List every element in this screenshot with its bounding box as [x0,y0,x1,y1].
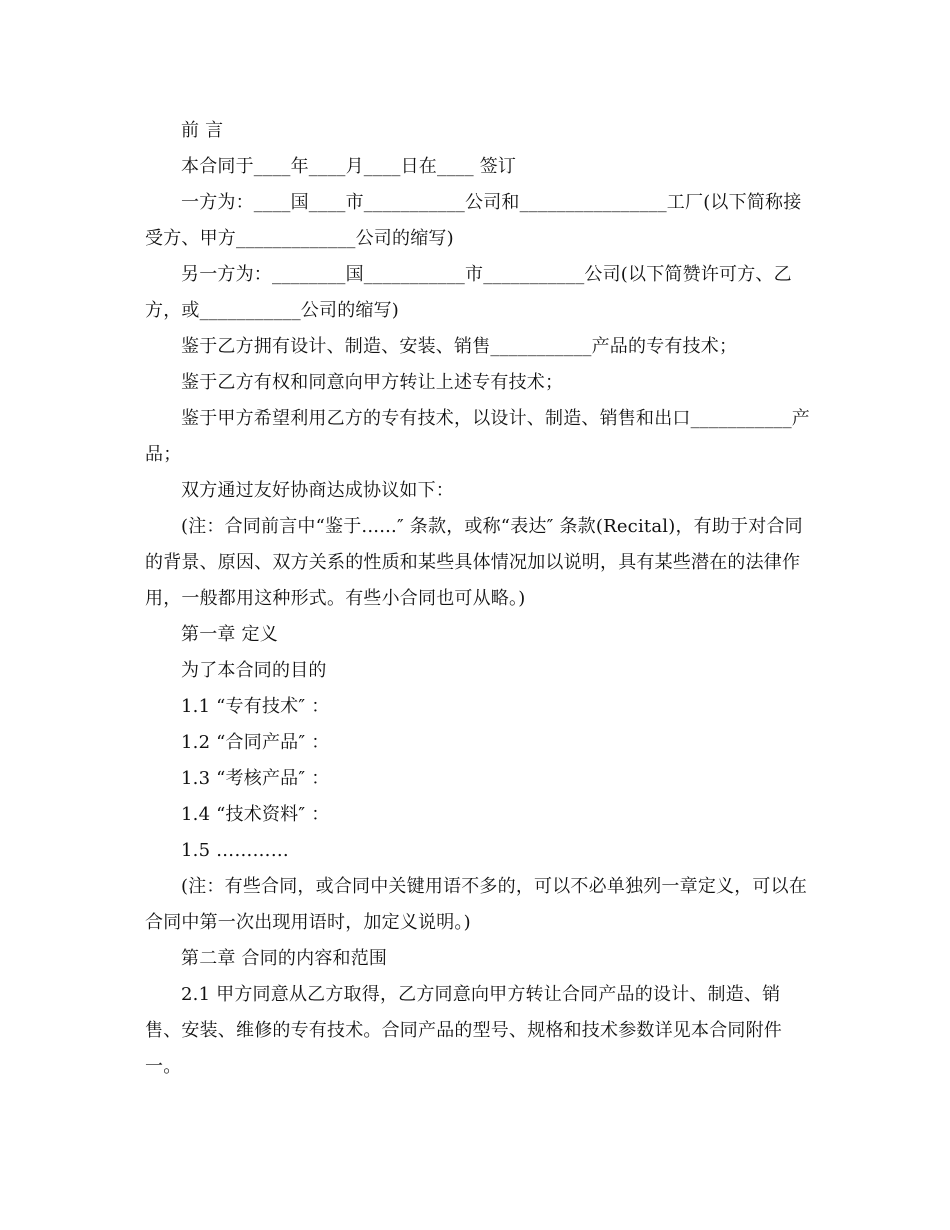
chapter-2-heading: 第二章 合同的内容和范围 [181,948,388,969]
clause-2-1: 2.1 甲方同意从乙方取得，乙方同意向甲方转让合同产品的设计、制造、销售、安装、维修的专有技术。合同产品的型号、规格和技术参数详见本合同附件一。 [145,984,782,1077]
chapter-1-heading: 第一章 定义 [181,624,278,645]
party-a-paragraph: 一方为：____国____市___________公司和________________工厂(以下简称接受方、甲方_____________公司的缩写) [145,192,802,249]
definition-1-3: 1.3 “考核产品″ ： [181,768,330,789]
recital-1: 鉴于乙方拥有设计、制造、安装、销售___________产品的专有技术； [181,336,738,357]
chapter-1-intro: 为了本合同的目的 [181,660,327,681]
definition-1-2: 1.2 “合同产品″ ： [181,732,330,753]
definition-1-4: 1.4 “技术资料″ ： [181,804,330,825]
note-definitions: (注：有些合同，或合同中关键用语不多的，可以不必单独列一章定义，可以在合同中第一次出现用语时，加定义说明。) [145,876,808,933]
party-b-paragraph: 另一方为：________国___________市___________公司(以下简赞许可方、乙方，或___________公司的缩写) [145,264,792,321]
preface-heading: 前 言 [181,120,224,141]
note-recital: (注：合同前言中“鉴于......″ 条款，或称“表达″ 条款(Recital)，有助于对合同的背景、原因、双方关系的性质和某些具体情况加以说明，具有某些潜在的法律作用，一般都用这种形式。有些小合同也可从略。) [145,516,803,609]
document-body [145,113,810,1085]
signing-date-line: 本合同于____年____月____日在____ 签订 [181,156,517,177]
definition-1-5: 1.5 ………… [181,840,289,861]
definition-1-1: 1.1 “专有技术″ ： [181,696,330,717]
recital-2: 鉴于乙方有权和同意向甲方转让上述专有技术； [181,372,564,393]
recital-3: 鉴于甲方希望利用乙方的专有技术，以设计、制造、销售和出口___________产品； [145,408,810,465]
agreement-statement: 双方通过友好协商达成协议如下： [181,480,454,501]
